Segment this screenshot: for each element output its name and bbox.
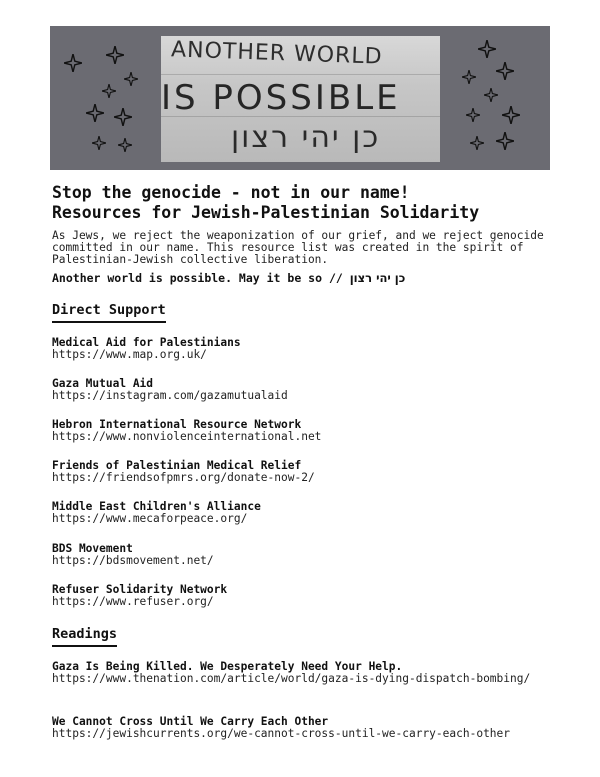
section-heading-readings: Readings	[52, 626, 117, 647]
sparkle-star-icon	[466, 108, 480, 122]
page-title	[52, 183, 479, 223]
resource-link[interactable]: https://www.mecaforpeace.org/	[52, 512, 248, 525]
tagline-hebrew: כן יהי רצון	[349, 271, 406, 285]
page-title-line-2: Resources for Jewish-Palestinian Solidarity	[52, 203, 480, 222]
resource-name: Middle East Children's Alliance	[52, 500, 261, 513]
resource-link[interactable]: https://bdsmovement.net/	[52, 554, 214, 567]
list-item	[52, 716, 552, 740]
resource-name: Refuser Solidarity Network	[52, 583, 228, 596]
list-item	[52, 584, 552, 608]
section-heading-direct-support: Direct Support	[52, 302, 166, 323]
resource-name: Hebron International Resource Network	[52, 418, 302, 431]
intro-paragraph: As Jews, we reject the weaponization of our grief, and we reject genocide committed in our name. This resource list was created in the spirit of Palestinian-Jewish collective liberation.	[52, 229, 544, 266]
list-item	[52, 419, 552, 443]
sparkle-star-icon	[470, 136, 484, 150]
resource-link[interactable]: https://www.nonviolenceinternational.net	[52, 430, 322, 443]
sparkle-star-icon	[496, 62, 514, 80]
page-title-line-1: Stop the genocide - not in our name!	[52, 183, 410, 202]
sparkle-star-icon	[86, 104, 104, 122]
reading-link[interactable]: https://jewishcurrents.org/we-cannot-cross-until-we-carry-each-other	[52, 727, 511, 740]
list-item	[52, 378, 552, 402]
resource-name: BDS Movement	[52, 542, 133, 555]
reading-title: We Cannot Cross Until We Carry Each Other	[52, 715, 329, 728]
list-item	[52, 543, 552, 567]
resource-link[interactable]: https://www.refuser.org/	[52, 595, 214, 608]
sparkle-star-icon	[106, 46, 124, 64]
sparkle-star-icon	[92, 136, 106, 150]
resource-name: Medical Aid for Palestinians	[52, 336, 241, 349]
reading-link[interactable]: https://www.thenation.com/article/world/gaza-is-dying-dispatch-bombing/	[52, 672, 531, 685]
sparkle-star-icon	[496, 132, 514, 150]
list-item	[52, 661, 552, 685]
sparkle-star-icon	[462, 70, 476, 84]
resource-name: Gaza Mutual Aid	[52, 377, 154, 390]
list-item	[52, 501, 552, 525]
sparkle-star-icon	[478, 40, 496, 58]
resource-link[interactable]: https://www.map.org.uk/	[52, 348, 207, 361]
header-banner	[50, 26, 550, 170]
sparkle-star-icon	[484, 88, 498, 102]
tagline	[52, 271, 405, 285]
protest-sign-photo	[161, 36, 440, 162]
photo-sign-line-3: כן יהי רצון	[231, 120, 381, 155]
sparkle-star-icon	[64, 54, 82, 72]
sparkle-star-icon	[102, 84, 116, 98]
resource-link[interactable]: https://friendsofpmrs.org/donate-now-2/	[52, 471, 315, 484]
sparkle-star-icon	[124, 72, 138, 86]
resource-name: Friends of Palestinian Medical Relief	[52, 459, 302, 472]
tagline-text: Another world is possible. May it be so //	[52, 271, 343, 285]
sparkle-star-icon	[502, 106, 520, 124]
resource-link[interactable]: https://instagram.com/gazamutualaid	[52, 389, 288, 402]
sparkle-star-icon	[114, 108, 132, 126]
reading-title: Gaza Is Being Killed. We Desperately Need Your Help.	[52, 660, 403, 673]
list-item	[52, 460, 552, 484]
photo-sign-line-2: IS POSSIBLE	[161, 78, 401, 118]
photo-sign-line-1: ANOTHER WORLD	[170, 37, 383, 70]
list-item	[52, 337, 552, 361]
sparkle-star-icon	[118, 138, 132, 152]
